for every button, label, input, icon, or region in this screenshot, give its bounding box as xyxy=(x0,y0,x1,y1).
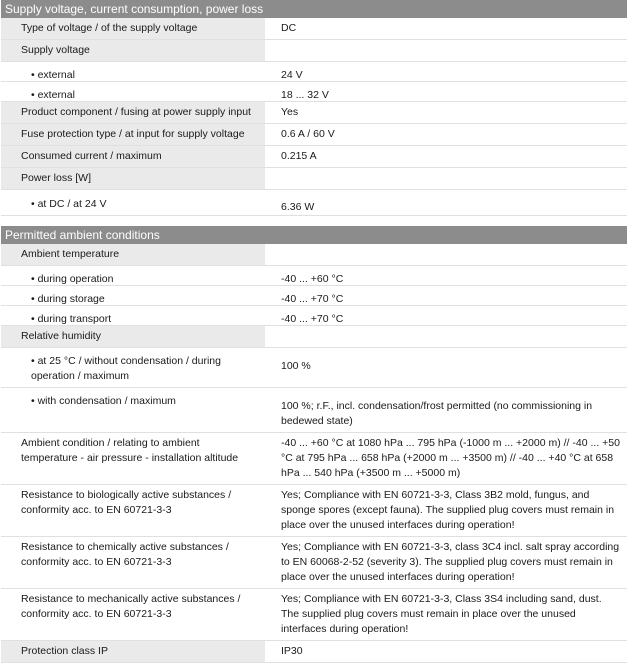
row-value: -40 ... +60 °C xyxy=(281,273,344,285)
table-row xyxy=(1,190,627,216)
row-label: Ambient temperature xyxy=(1,244,265,265)
table-row xyxy=(1,326,627,348)
row-value xyxy=(265,40,627,61)
row-value: Yes; Compliance with EN 60721-3-3, Class 3B2 mold, fungus, and sponge spores (except fauna). The supplied plug covers must remain in place over the unused interfaces during operation! xyxy=(281,489,615,531)
row-label: • at 25 °C / without condensation / during operation / maximum xyxy=(1,348,265,387)
row-label: Supply voltage xyxy=(1,40,265,61)
row-label: Product component / fusing at power supply input xyxy=(1,102,265,123)
row-value: -40 ... +70 °C xyxy=(281,313,344,325)
section-title: Permitted ambient conditions xyxy=(1,226,627,244)
row-label: • during transport xyxy=(1,306,265,325)
row-value: 6.36 W xyxy=(281,201,315,213)
supply-section xyxy=(1,0,627,216)
row-value: DC xyxy=(281,22,297,34)
row-label: • during operation xyxy=(1,266,265,285)
row-label: Fuse protection type / at input for supply voltage xyxy=(1,124,265,145)
table-row xyxy=(1,348,627,388)
table-row xyxy=(1,244,627,266)
row-label: Resistance to biologically active substances / conformity acc. to EN 60721-3-3 xyxy=(1,485,265,536)
row-label: Type of voltage / of the supply voltage xyxy=(1,18,265,39)
row-value: 100 %; r.F., incl. condensation/frost permitted (no commissioning in bedewed state) xyxy=(281,400,593,427)
table-row xyxy=(1,266,627,286)
row-value: Yes; Compliance with EN 60721-3-3, class 3C4 incl. salt spray according to EN 60068-2-52 (severity 3). The supplied plug covers must remain in place over the unused interfaces during operation! xyxy=(281,541,620,583)
row-value: 18 ... 32 V xyxy=(281,89,329,101)
table-row xyxy=(1,306,627,326)
row-label: • at DC / at 24 V xyxy=(1,190,265,215)
row-value: IP30 xyxy=(281,645,303,657)
table-row xyxy=(1,18,627,40)
row-value xyxy=(265,326,627,347)
table-row xyxy=(1,286,627,306)
row-value: -40 ... +60 °C at 1080 hPa ... 795 hPa (-1000 m ... +2000 m) // -40 ... +50 °C at 795 hPa ... 658 hPa (+2000 m ... +3500 m) // -40 ... +40 °C at 658 hPa ... 540 hPa (+3500 m ... +5000 m) xyxy=(281,437,620,479)
section-gap xyxy=(0,216,628,226)
table-row xyxy=(1,589,627,641)
table-row xyxy=(1,40,627,62)
table-row xyxy=(1,537,627,589)
table-row xyxy=(1,102,627,124)
table-row xyxy=(1,62,627,82)
row-label: • external xyxy=(1,82,265,101)
table-row xyxy=(1,124,627,146)
table-row xyxy=(1,388,627,433)
row-value: -40 ... +70 °C xyxy=(281,293,344,305)
table-row xyxy=(1,485,627,537)
row-label: Resistance to chemically active substances / conformity acc. to EN 60721-3-3 xyxy=(1,537,265,588)
row-label: Power loss [W] xyxy=(1,168,265,189)
row-value: 100 % xyxy=(281,360,311,372)
row-label: Protection class IP xyxy=(1,641,265,662)
table-row xyxy=(1,146,627,168)
row-label: Resistance to mechanically active substances / conformity acc. to EN 60721-3-3 xyxy=(1,589,265,640)
row-label: • during storage xyxy=(1,286,265,305)
ambient-section xyxy=(1,226,627,663)
row-label: • with condensation / maximum xyxy=(1,388,265,432)
table-row xyxy=(1,168,627,190)
table-row xyxy=(1,82,627,102)
row-value: 0.6 A / 60 V xyxy=(281,128,335,140)
row-label: Consumed current / maximum xyxy=(1,146,265,167)
section-title: Supply voltage, current consumption, power loss xyxy=(1,0,627,18)
row-value: 0.215 A xyxy=(281,150,317,162)
row-label: • external xyxy=(1,62,265,81)
row-label: Relative humidity xyxy=(1,326,265,347)
row-value xyxy=(265,168,627,189)
row-value: Yes; Compliance with EN 60721-3-3, Class 3S4 including sand, dust. The supplied plug covers must remain in place over the unused interfaces during operation! xyxy=(281,593,602,635)
row-label: Ambient condition / relating to ambient temperature - air pressure - installation altitude xyxy=(1,433,265,484)
row-value: Yes xyxy=(281,106,299,118)
table-row xyxy=(1,641,627,663)
row-value xyxy=(265,244,627,265)
row-value: 24 V xyxy=(281,69,303,81)
table-row xyxy=(1,433,627,485)
